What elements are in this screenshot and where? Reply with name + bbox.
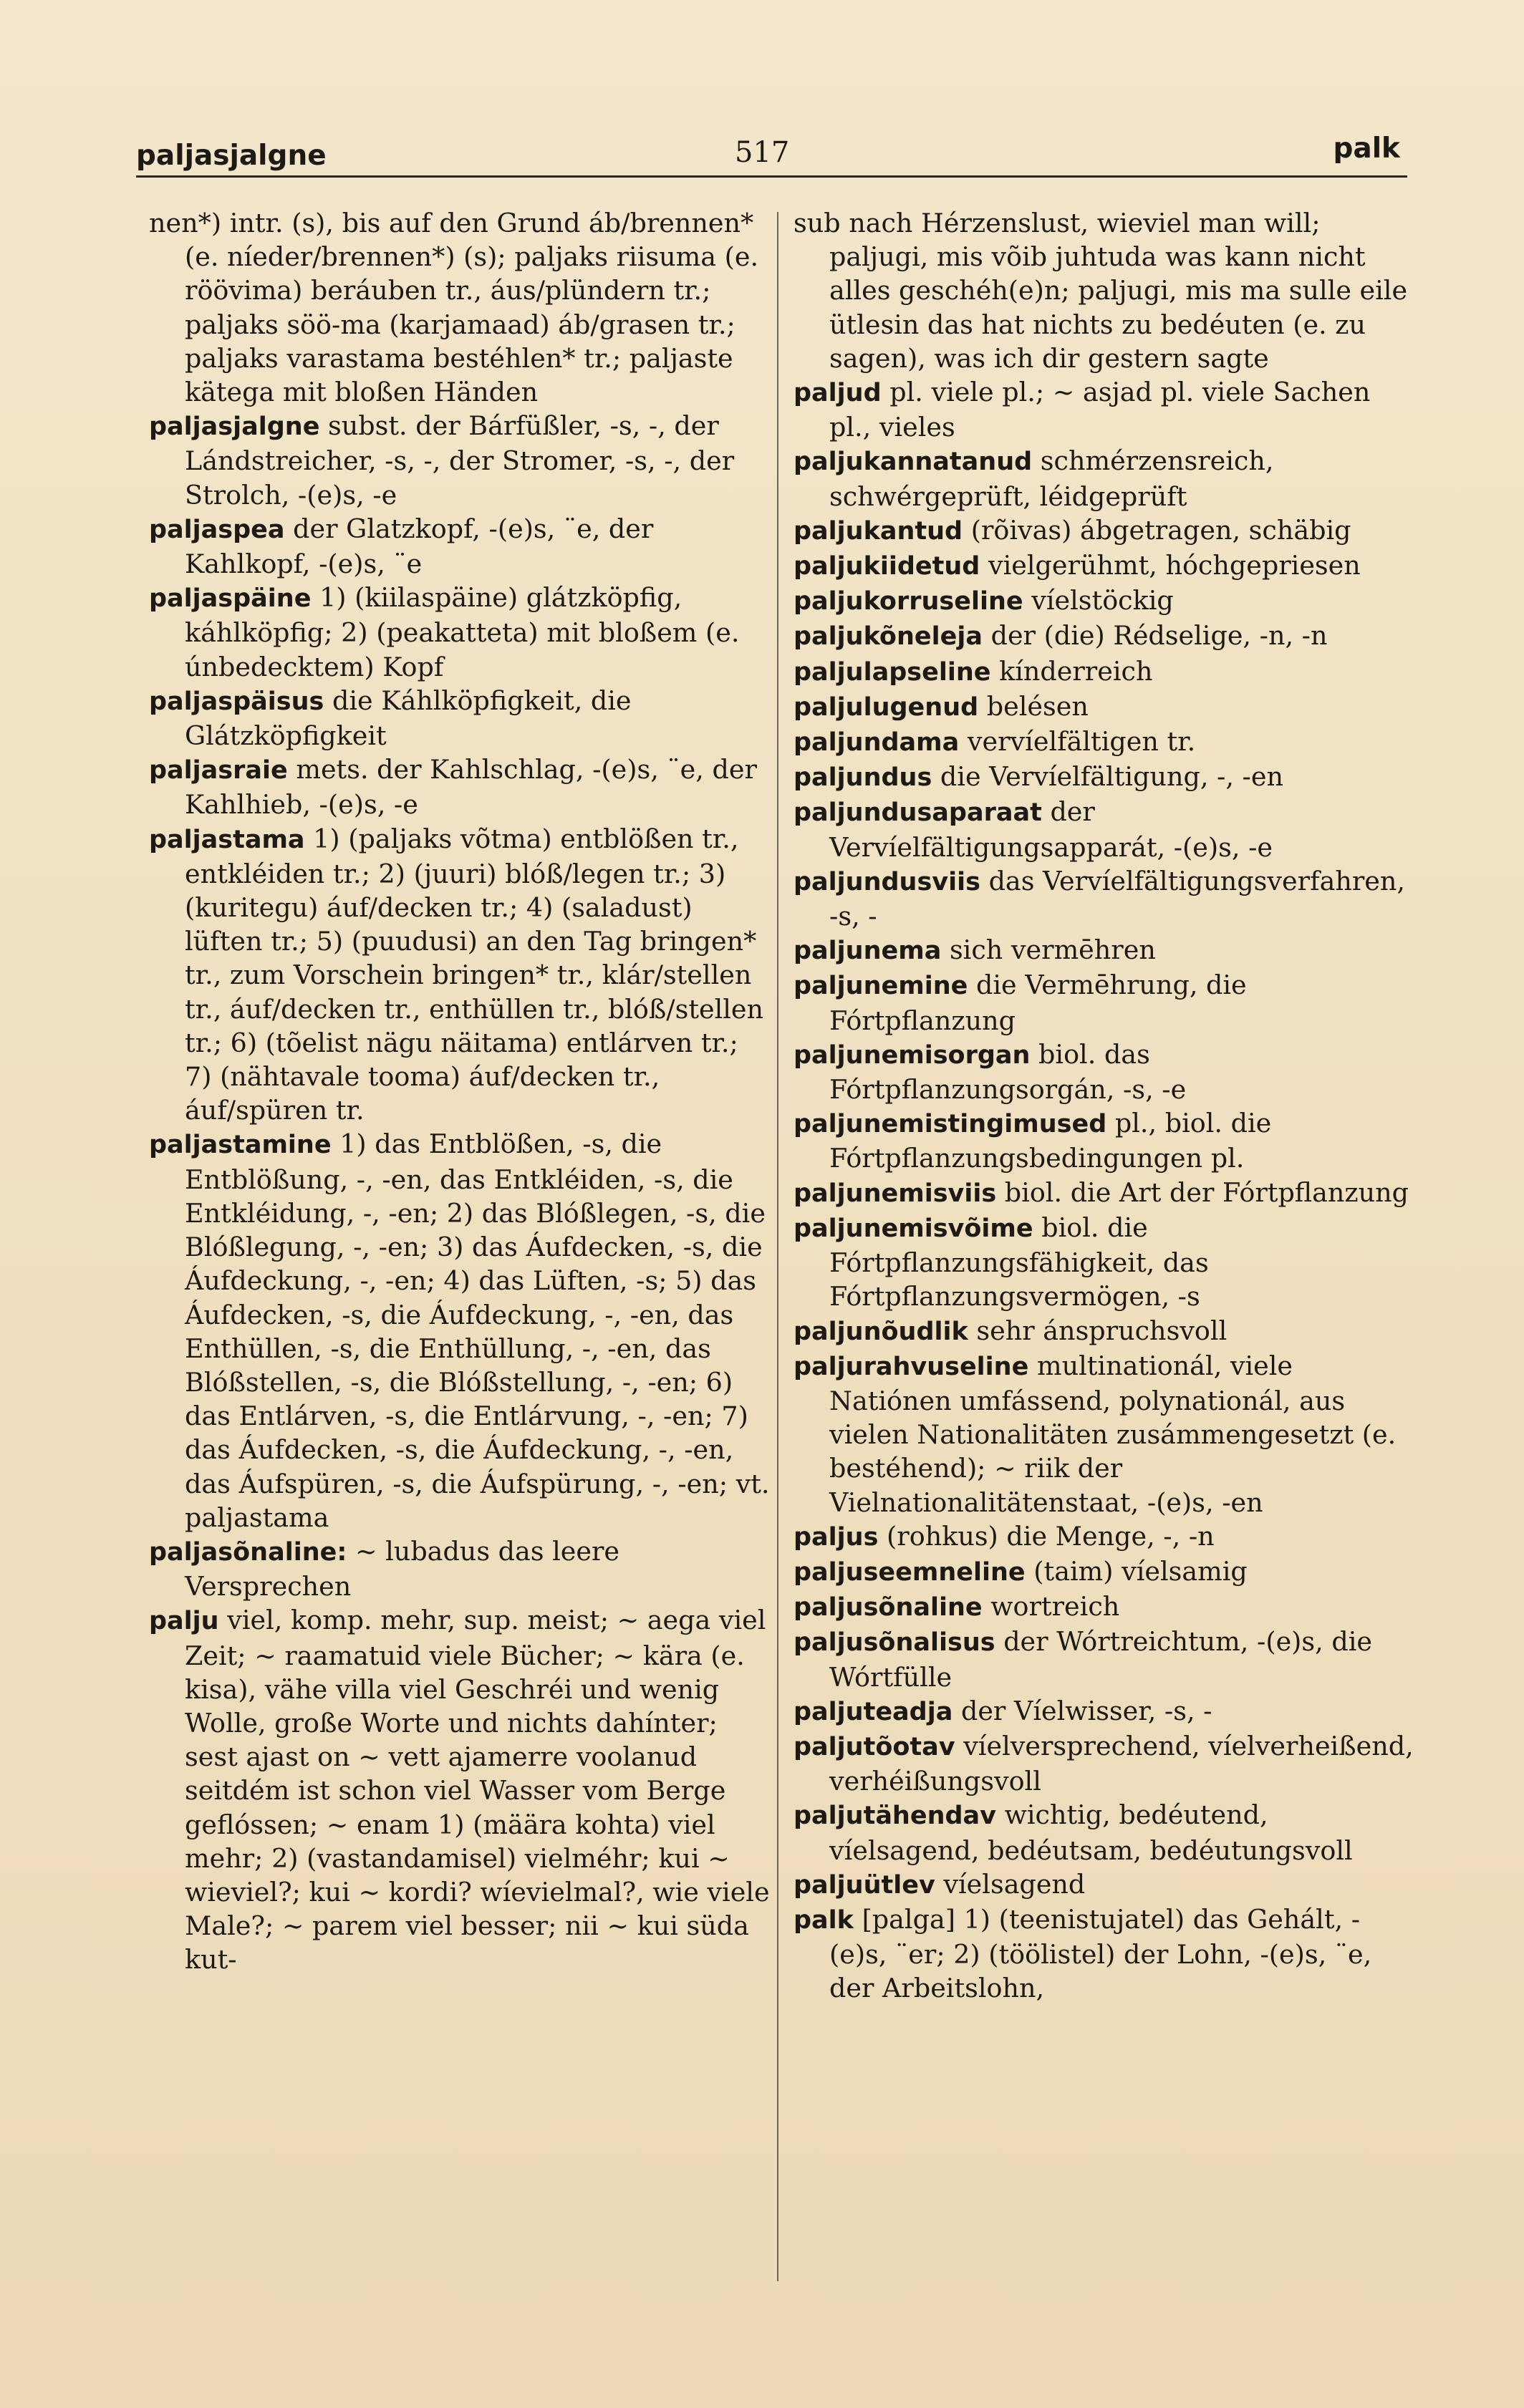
entry-continuation <box>794 206 1417 375</box>
entry-text: schmérzensreich, schwérgeprüft, léidgeprüft <box>829 445 1274 512</box>
entry-text: 1) (paljaks võtma) entblößen tr., entkléiden tr.; 2) (juuri) blóß/legen tr.; 3) (kuritegu) áuf/decken tr.; 4) (saladust) lüften tr.; 5) (puudusi) an den Tag bringen* tr., zum Vorschein bringen* tr., klár/stellen tr., áuf/decken tr., enthüllen tr., blóß/stellen tr.; 6) (tõelist nägu näitama) entlárven tr.; 7) (nähtavale tooma) áuf/decken tr., áuf/spüren tr. <box>185 823 764 1126</box>
headword: paljud <box>794 379 882 408</box>
headword: paljurahvuseline <box>794 1352 1029 1381</box>
headword: paljukorruseline <box>794 587 1023 616</box>
entry-paljukorruseline <box>794 584 1417 619</box>
entry-text: vielgerühmt, hóchgepriesen <box>988 550 1361 581</box>
headword: paljunema <box>794 937 942 966</box>
headword: paljastamine <box>149 1131 332 1160</box>
headword: paljaspäisus <box>149 687 324 716</box>
headword: paljunõudlik <box>794 1317 968 1346</box>
entry-paljulapseline <box>794 654 1417 690</box>
entry-paljunemistingimused <box>794 1106 1417 1175</box>
entry-paljukoneleja <box>794 619 1417 654</box>
page-number: 517 <box>735 136 790 169</box>
headword: paljus <box>794 1522 879 1552</box>
running-head <box>136 127 1407 178</box>
headword: paljusõnalisus <box>794 1628 995 1658</box>
headword: paljuütlev <box>794 1870 935 1900</box>
headword: paljuseemneline <box>794 1557 1026 1587</box>
entry-paljutahendav <box>794 1798 1417 1867</box>
entry-text: subst. der Bárfüßler, -s, -, der Lándstreicher, -s, -, der Stromer, -s, -, der Strolch, -(e)s, -e <box>185 410 735 511</box>
headword: paljusõnaline <box>794 1593 983 1623</box>
entry-text: víelversprechend, víelverheißend, verhéißungsvoll <box>829 1730 1414 1797</box>
entry-paljunema <box>794 933 1417 968</box>
headword: paljundus <box>794 763 932 793</box>
entry-paljundus <box>794 760 1417 795</box>
entry-text: biol. das Fórtpflanzungsorgán, -s, -e <box>829 1038 1187 1106</box>
entry-paljundama <box>794 725 1417 760</box>
entry-paljundusaparaat <box>794 795 1417 864</box>
entry-paljutootav <box>794 1729 1417 1798</box>
headword: paljulapseline <box>794 657 991 687</box>
headword: palju <box>149 1607 219 1636</box>
entry-paljasonaline <box>149 1534 772 1603</box>
right-column <box>794 206 1417 2326</box>
entry-paljunemisvoime <box>794 1211 1417 1314</box>
entry-paljasjalgne <box>149 409 772 512</box>
entry-text: biol. die Fórtpflanzungsfähigkeit, das Fórtpflanzungsvermögen, -s <box>829 1212 1209 1312</box>
entry-palju <box>149 1603 772 1976</box>
entry-palk <box>794 1902 1417 2006</box>
headword: paljulugenud <box>794 692 979 722</box>
headword: paljukantud <box>794 516 963 546</box>
headword: paljukiidetud <box>794 552 980 581</box>
entry-paljurahvuseline <box>794 1349 1417 1519</box>
entry-paljundusviis <box>794 864 1417 933</box>
entry-text: 1) (kiilaspäine) glátzköpfig, káhlköpfig; 2) (peakatteta) mit bloßem (e. únbedecktem) Kopf <box>185 582 740 682</box>
entry-paljuseemneline <box>794 1554 1417 1590</box>
headword: paljundusviis <box>794 867 980 896</box>
entry-paljunemisviis <box>794 1176 1417 1211</box>
entry-text: das Vervíelfältigungsverfahren, -s, - <box>829 865 1406 932</box>
entry-text: víelstöckig <box>1031 585 1174 616</box>
headword: paljutõotav <box>794 1732 955 1761</box>
entry-text: mets. der Kahlschlag, -(e)s, ¨e, der Kahlhieb, -(e)s, -e <box>185 754 757 821</box>
entry-text: sehr ánspruchsvoll <box>976 1315 1228 1346</box>
entry-text: die Káhlköpfigkeit, die Glátzköpfigkeit <box>185 685 632 752</box>
entry-text: pl., biol. die Fórtpflanzungsbedingungen pl. <box>829 1108 1272 1174</box>
headword: palk <box>794 1905 854 1935</box>
entry-text: die Vermēhrung, die Fórtpflanzung <box>829 970 1247 1036</box>
entry-text: wichtig, bedéutend, víelsagend, bedéutsam, bedéutungsvoll <box>829 1799 1353 1866</box>
headword: paljaspea <box>149 515 285 544</box>
headword: paljasõnaline: <box>149 1537 347 1567</box>
entry-paljukannatanud <box>794 444 1417 513</box>
entry-paljukiidetud <box>794 548 1417 584</box>
entry-paljunemisorgan <box>794 1038 1417 1106</box>
entry-text: der Vervíelfältigungsapparát, -(e)s, -e <box>829 796 1273 863</box>
entry-text: sub nach Hérzenslust, wieviel man will; paljugi, mis võib juhtuda was kann nicht alles geschéh(e)n; paljugi, mis ma sulle eile ütlesin das hat nichts zu bedéuten (e. zu sagen), was ich dir gestern sagte <box>794 208 1408 374</box>
headword: paljutähendav <box>794 1802 996 1831</box>
left-column <box>149 206 772 2326</box>
entry-paljus <box>794 1519 1417 1554</box>
entry-text: der Wórtreichtum, -(e)s, die Wórtfülle <box>829 1626 1372 1693</box>
entry-paljastamine <box>149 1127 772 1534</box>
header-rule <box>136 175 1407 178</box>
entry-text: nen*) intr. (s), bis auf den Grund áb/brennen* (e. níeder/brennen*) (s); paljaks riisuma (e. röövima) beráuben tr., áus/plündern tr.; paljaks söö-ma (karjamaad) áb/grasen tr.; paljaks varastama bestéhlen* tr.; paljaste kätega mit bloßen Händen <box>149 208 759 408</box>
entry-paljaspaisus <box>149 684 772 753</box>
headword: paljunemisorgan <box>794 1040 1031 1070</box>
entry-text: kínderreich <box>999 655 1153 687</box>
entry-text: ~ lubadus das leere Versprechen <box>185 1535 620 1602</box>
headword: paljukannatanud <box>794 448 1033 477</box>
column-divider <box>777 212 778 2281</box>
entry-text: wortreich <box>990 1591 1120 1623</box>
entry-text: biol. die Art der Fórtpflanzung <box>1004 1176 1409 1208</box>
headword: paljuteadja <box>794 1697 953 1726</box>
entry-paljaspaine <box>149 581 772 684</box>
entry-text: [palga] 1) (teenistujatel) das Gehált, -(e)s, ¨er; 2) (töölistel) der Lohn, -(e)s, ¨e, der Arbeitslohn, <box>829 1903 1372 2004</box>
headword: paljunemistingimused <box>794 1110 1107 1139</box>
right-guideword: palk <box>1333 132 1400 165</box>
headword: paljundusaparaat <box>794 798 1042 828</box>
entry-text: belésen <box>986 690 1089 722</box>
headword: paljasjalgne <box>149 412 320 442</box>
entry-text: der Víelwisser, -s, - <box>960 1695 1212 1726</box>
entry-paljusonalisus <box>794 1625 1417 1693</box>
entry-text: 1) das Entblößen, -s, die Entblößung, -, -en, das Entkléiden, -s, die Entkléidung, -, -en; 2) das Blóßlegen, -s, die Blóßlegung, -, -en; 3) das Áufdecken, -s, die Áufdeckung, -, -en; 4) das Lüften, -s; 5) das Áufdecken, -s, die Áufdeckung, -, -en, das Enthüllen, -s, die Enthüllung, -, -en, das Blóßstellen, -s, die Blóßstellung, -, -en; 6) das Entlárven, -s, die Entlárvung, -, -en; 7) das Áufdecken, -s, die Áufdeckung, -, -en, das Áufspüren, -s, die Áufspürung, -, -en; vt. paljastama <box>185 1128 770 1533</box>
entry-paljusonaline <box>794 1590 1417 1625</box>
entry-text: (rohkus) die Menge, -, -n <box>887 1520 1215 1552</box>
entry-text: (rõivas) ábgetragen, schäbig <box>970 514 1351 546</box>
entry-paljunoudlik <box>794 1314 1417 1349</box>
headword: paljastama <box>149 825 305 854</box>
entry-text: die Vervíelfältigung, -, -en <box>940 761 1284 793</box>
headword: paljunemisvõime <box>794 1214 1033 1243</box>
entry-paljunemine <box>794 968 1417 1037</box>
entry-paljuteadja <box>794 1694 1417 1729</box>
entry-paljulugenud <box>794 690 1417 725</box>
entry-continuation <box>149 206 772 409</box>
headword: paljukõneleja <box>794 622 983 652</box>
entry-text: sich vermēhren <box>949 934 1156 966</box>
entry-paljastama <box>149 822 772 1128</box>
entry-text: viel, komp. mehr, sup. meist; ~ aega viel Zeit; ~ raamatuid viele Bücher; ~ kära (e. kisa), vähe villa viel Geschréi und wenig Wolle, große Worte und nichts dahínter; sest ajast on ~ vett ajamerre voolanud seitdém ist schon viel Wasser vom Berge geflóssen; ~ enam 1) (määra kohta) viel mehr; 2) (vastandamisel) vielméhr; kui ~ wieviel?; kui ~ kordi? wíevielmal?, wie viele Male?; ~ parem viel besser; nii ~ kui süda kut- <box>185 1605 770 1976</box>
entry-text: multinationál, viele Natiónen umfássend, polynationál, aus vielen Nationalitäten zusámmengesetzt (e. bestéhend); ~ riik der Vielnationalitätenstaat, -(e)s, -en <box>829 1350 1397 1518</box>
entry-text: víelsagend <box>943 1868 1086 1900</box>
headword: paljaspäine <box>149 584 312 614</box>
entry-paljud <box>794 375 1417 444</box>
headword: paljundama <box>794 728 960 758</box>
entry-paljaspea <box>149 512 772 581</box>
entry-text: vervíelfältigen tr. <box>967 726 1196 758</box>
headword: paljunemisviis <box>794 1179 997 1208</box>
headword: paljunemine <box>794 972 968 1001</box>
entry-text: (taim) víelsamig <box>1033 1555 1248 1587</box>
entry-paljuutlev <box>794 1867 1417 1902</box>
left-guideword: paljasjalgne <box>136 140 327 172</box>
entry-text: der (die) Rédselige, -n, -n <box>990 620 1328 652</box>
entry-paljukantud <box>794 513 1417 548</box>
entry-text: pl. viele pl.; ~ asjad pl. viele Sachen pl., vieles <box>829 377 1371 443</box>
entry-text: der Glatzkopf, -(e)s, ¨e, der Kahlkopf, -(e)s, ¨e <box>185 513 654 580</box>
headword: paljasraie <box>149 756 288 785</box>
entry-paljasraie <box>149 753 772 821</box>
